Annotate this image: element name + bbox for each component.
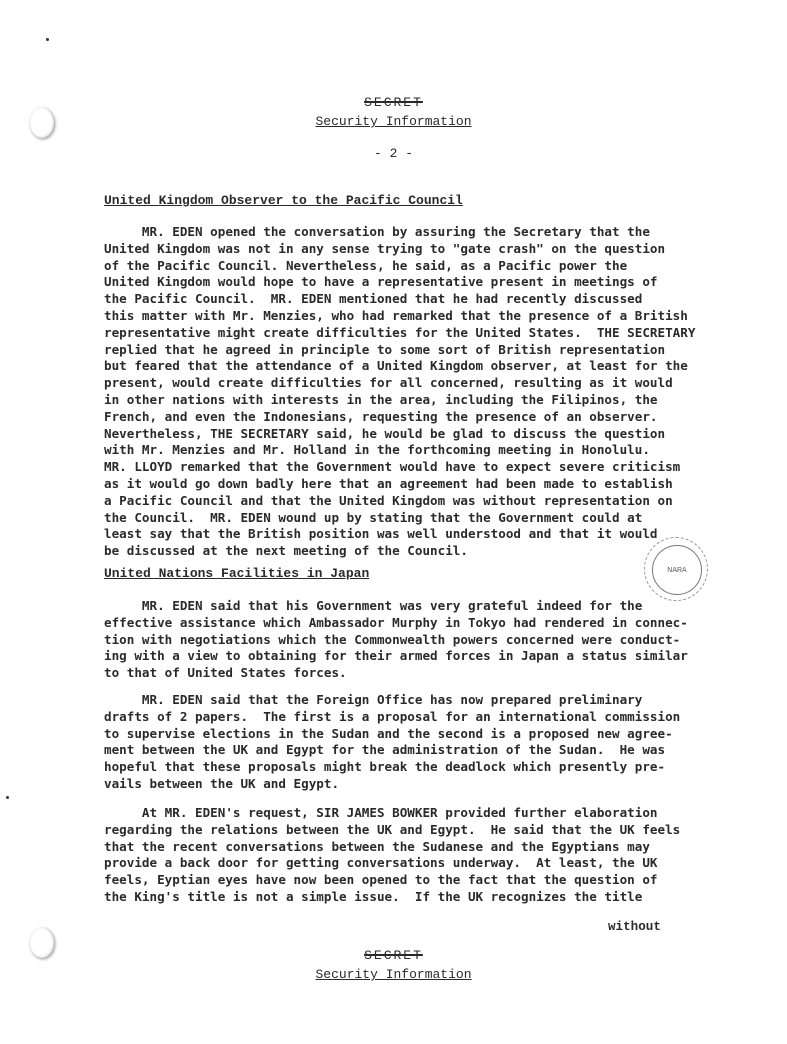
section-heading-pacific-council: United Kingdom Observer to the Pacific Council [104,193,463,208]
scan-speck [46,38,49,41]
page-number: - 2 - [373,146,413,161]
section-heading-japan: United Nations Facilities in Japan [104,566,370,581]
paragraph: MR. EDEN said that the Foreign Office has now prepared preliminary drafts of 2 papers. The first is a proposal for an international commission to supervise elections in the Sudan and the second is a proposed new agree- ment between the UK and Egypt for the administration of the Sudan. He was hopeful that these proposals might break the deadlock which presently pre- vails between the UK and Egypt. [104,692,681,791]
footer-marking: Security Information [315,967,472,982]
paragraph: MR. EDEN opened the conversation by assuring the Secretary that the United Kingdom was not in any sense trying to "gate crash" on the question of the Pacific Council. Nevertheless, he said, as a Pacific power the United Kingdom would hope to have a representative present in meetings of the Pacific Council. MR. EDEN mentioned that he had recently discussed this matter with Mr. Menzies, who had remarked that the presence of a British representative might create difficulties for the United States. THE SECRETARY replied that he agreed in principle to some sort of British representation but feared that the attendance of a United Kingdom observer, at least for the present, would create difficulties for all concerned, resulting as it would in other nations with interests in the area, including the Filipinos, the French, and even the Indonesians, requesting the presence of an observer. Nevertheless, THE SECRETARY said, he would be glad to discuss the question with Mr. Menzies and Mr. Holland in the forthcoming meeting in Honolulu. MR. LLOYD remarked that the Government would have to expect severe criticism as it would go down badly here that an agreement had been made to establish a Pacific Council and that the United Kingdom was without representation on the Council. MR. EDEN wound up by stating that the Government could at least say that the British position was well understood and that it would be discussed at the next meeting of the Council. [104,224,696,559]
scan-speck [6,796,9,799]
header-marking: Security Information [315,114,472,129]
library-stamp: NARA [652,545,702,595]
paragraph: At MR. EDEN's request, SIR JAMES BOWKER provided further elaboration regarding the relations between the UK and Egypt. He said that the UK feels that the recent conversations between the Sudanese and the Egyptians may provide a back door for getting conversations underway. At least, the UK feels, Eyptian eyes have now been opened to the fact that the question of the King's title is not a simple issue. If the UK recognizes the title [104,805,681,904]
continuation-word: without [608,920,661,934]
footer-classification: SECRET [364,948,423,963]
header-classification: SECRET [364,95,423,110]
paragraph: MR. EDEN said that his Government was very grateful indeed for the effective assistance which Ambassador Murphy in Tokyo had rendered in connec- tion with negotiations which the Commonwealth powers concerned were conduct- ing with a view to obtaining for their armed forces in Japan a status similar to that of United States forces. [104,598,688,681]
